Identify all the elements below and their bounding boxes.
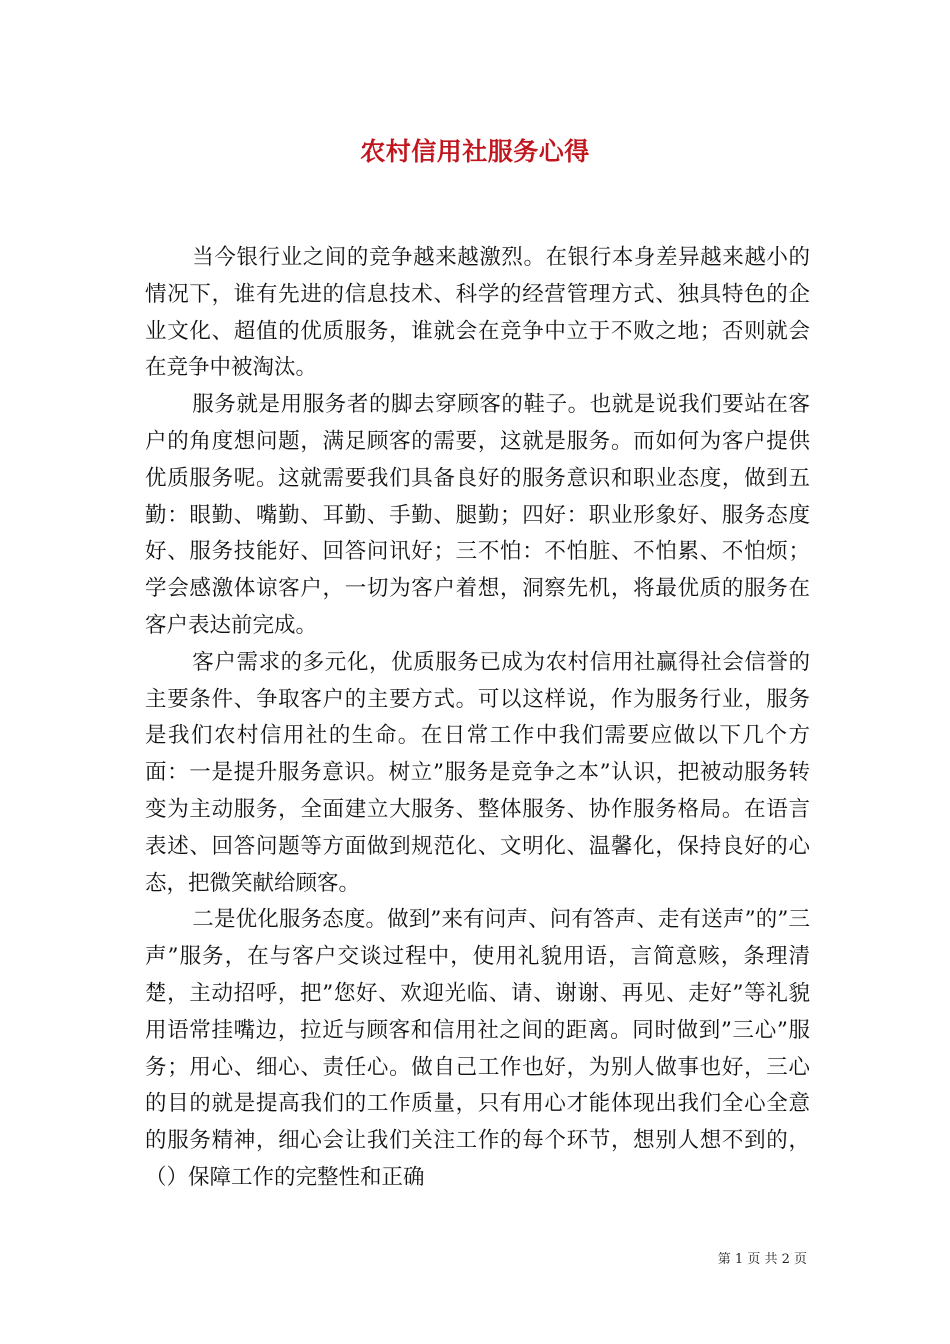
document-body	[145, 240, 810, 1197]
page-number: 第 1 页 共 2 页	[717, 1252, 807, 1267]
paragraph-1: 当今银行业之间的竞争越来越激烈。在银行本身差异越来越小的情况下，谁有先进的信息技术、科学的经营管理方式、独具特色的企业文化、超值的优质服务，谁就会在竞争中立于不败之地；否则就会在竞争中被淘汰。	[145, 245, 810, 381]
document-title: 农村信用社服务心得	[360, 137, 590, 166]
paragraph-4: 二是优化服务态度。做到”来有问声、问有答声、走有送声”的”三声”服务，在与客户交谈过程中，使用礼貌用语，言简意赅，条理清楚，主动招呼，把”您好、欢迎光临、请、谢谢、再见、走好”等礼貌用语常挂嘴边，拉近与顾客和信用社之间的距离。同时做到”三心”服务；用心、细心、责任心。做自己工作也好，为别人做事也好，三心的目的就是提高我们的工作质量，只有用心才能体现出我们全心全意的服务精神，细心会让我们关注工作的每个环节，想别人想不到的，（）保障工作的完整性和正确	[145, 907, 810, 1190]
paragraph-3: 客户需求的多元化，优质服务已成为农村信用社赢得社会信誉的主要条件、争取客户的主要方式。可以这样说，作为服务行业，服务是我们农村信用社的生命。在日常工作中我们需要应做以下几个方面：一是提升服务意识。树立”服务是竞争之本”认识，把被动服务转变为主动服务，全面建立大服务、整体服务、协作服务格局。在语言表述、回答问题等方面做到规范化、文明化、温馨化，保持良好的心态，把微笑献给顾客。	[145, 649, 810, 896]
paragraph-2: 服务就是用服务者的脚去穿顾客的鞋子。也就是说我们要站在客户的角度想问题，满足顾客的需要，这就是服务。而如何为客户提供优质服务呢。这就需要我们具备良好的服务意识和职业态度，做到五勤：眼勤、嘴勤、耳勤、手勤、腿勤；四好：职业形象好、服务态度好、服务技能好、回答问讯好；三不怕：不怕脏、不怕累、不怕烦；学会感激体谅客户，一切为客户着想，洞察先机，将最优质的服务在客户表达前完成。	[145, 392, 810, 638]
